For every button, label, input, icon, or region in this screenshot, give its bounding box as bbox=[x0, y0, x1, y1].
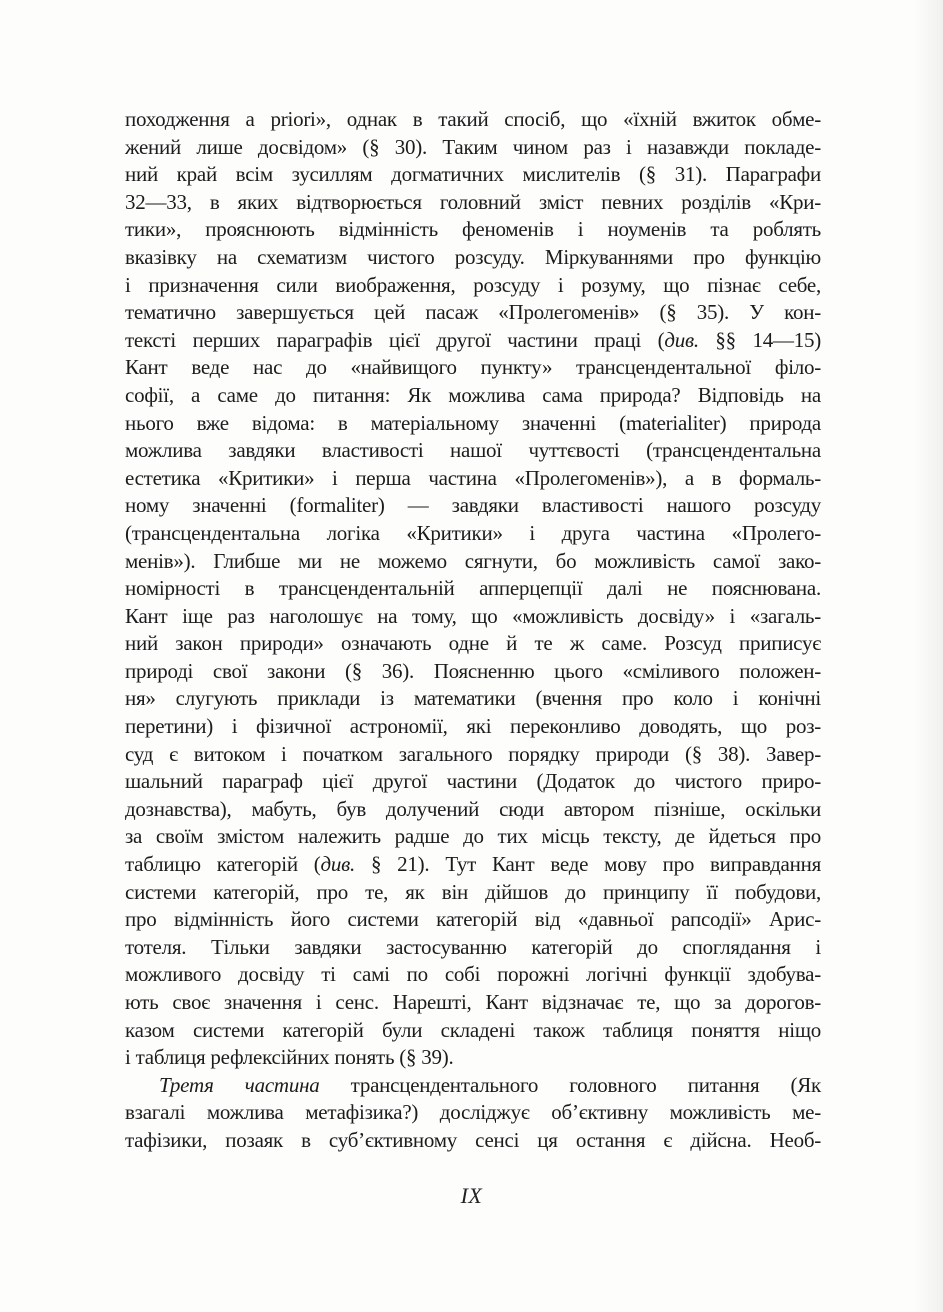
italic-text-segment: Третя частина bbox=[159, 1072, 320, 1097]
text-segment: Кант іще раз наголошує на тому, що «можливість досвіду» і «загаль- bbox=[125, 603, 821, 628]
text-line bbox=[125, 134, 821, 162]
text-segment: взагалі можлива метафізика?) досліджує об’єктивну можливість ме- bbox=[125, 1100, 821, 1125]
text-segment: нього вже відома: в матеріальному значенні (materialiter) природа bbox=[125, 410, 821, 435]
text-line bbox=[125, 161, 821, 189]
text-segment: тотеля. Тільки завдяки застосуванню категорій до споглядання і bbox=[125, 934, 821, 959]
text-segment: Кант веде нас до «найвищого пункту» трансцендентальної філо- bbox=[125, 355, 821, 380]
text-line bbox=[125, 603, 821, 631]
text-segment: шальний параграф цієї другої частини (Додаток до чистого приро- bbox=[125, 769, 821, 794]
text-segment: ня» слугують приклади із математики (вчення про коло і конічні bbox=[125, 686, 821, 711]
text-segment: жений лише досвідом» (§ 30). Таким чином раз і назавжди покладе- bbox=[125, 134, 821, 159]
text-line bbox=[125, 879, 821, 907]
text-line bbox=[125, 796, 821, 824]
text-line bbox=[125, 1099, 821, 1127]
text-line bbox=[125, 741, 821, 769]
text-segment: про відмінність його системи категорій від «давньої рапсодії» Арис- bbox=[125, 907, 821, 932]
text-line bbox=[125, 823, 821, 851]
text-line bbox=[125, 630, 821, 658]
text-line bbox=[125, 437, 821, 465]
text-line bbox=[125, 465, 821, 493]
text-segment: за своїм змістом належить радше до тих місць тексту, де йдеться про bbox=[125, 824, 821, 849]
text-segment: і таблиця рефлексійних понять (§ 39). bbox=[125, 1045, 454, 1070]
text-line bbox=[125, 272, 821, 300]
text-segment: суд є витоком і початком загального порядку природи (§ 38). Завер- bbox=[125, 741, 821, 766]
text-line bbox=[125, 410, 821, 438]
text-segment: ний закон природи» означають одне й те ж саме. Розсуд приписує bbox=[125, 631, 821, 656]
text-line bbox=[125, 327, 821, 355]
text-segment: перетини) і фізичної астрономії, які переконливо доводять, що роз- bbox=[125, 714, 821, 739]
text-segment: трансцендентального головного питання (Як bbox=[319, 1072, 821, 1097]
text-line bbox=[125, 548, 821, 576]
text-line bbox=[125, 244, 821, 272]
text-line bbox=[125, 1044, 821, 1072]
text-line bbox=[125, 713, 821, 741]
text-segment: § 21). Тут Кант веде мову про виправдання bbox=[355, 852, 821, 877]
body-text-block bbox=[125, 106, 821, 1155]
italic-text-segment: див. bbox=[664, 327, 699, 352]
text-line bbox=[125, 934, 821, 962]
text-line bbox=[125, 189, 821, 217]
text-line bbox=[125, 851, 821, 879]
text-segment: і призначення сили виображення, розсуду і розуму, що пізнає себе, bbox=[125, 272, 821, 297]
text-segment: можлива завдяки властивості нашої чуттєвості (трансцендентальна bbox=[125, 438, 821, 463]
text-line bbox=[125, 685, 821, 713]
text-line bbox=[125, 768, 821, 796]
text-segment: тексті перших параграфів цієї другої частини праці ( bbox=[125, 327, 665, 352]
text-line bbox=[125, 354, 821, 382]
text-segment: §§ 14—15) bbox=[698, 327, 821, 352]
text-line bbox=[125, 575, 821, 603]
text-line bbox=[125, 520, 821, 548]
text-segment: тики», прояснюють відмінність феноменів і ноуменів та роблять bbox=[125, 217, 821, 242]
text-segment: менів»). Глибше ми не можемо сягнути, бо можливість самої зако- bbox=[125, 548, 821, 573]
italic-text-segment: див. bbox=[320, 852, 356, 877]
text-segment: казом системи категорій були складені також таблиця поняття ніщо bbox=[125, 1017, 821, 1042]
text-segment: ному значенні (formaliter) — завдяки властивості нашого розсуду bbox=[125, 493, 821, 518]
text-line bbox=[125, 658, 821, 686]
text-line bbox=[125, 382, 821, 410]
text-segment: тафізики, позаяк в суб’єктивному сенсі ця остання є дійсна. Необ- bbox=[125, 1127, 821, 1152]
text-segment: 32—33, в яких відтворюється головний зміст певних розділів «Кри- bbox=[125, 189, 821, 214]
text-segment: ний край всім зусиллям догматичних мислителів (§ 31). Параграфи bbox=[125, 162, 821, 187]
text-segment: (трансцендентальна логіка «Критики» і друга частина «Пролего- bbox=[125, 520, 821, 545]
text-line bbox=[125, 906, 821, 934]
text-segment: можливого досвіду ті самі по собі порожні логічні функції здобува- bbox=[125, 962, 821, 987]
text-line bbox=[125, 961, 821, 989]
text-segment: дознавства), мабуть, був долучений сюди автором пізніше, оскільки bbox=[125, 796, 821, 821]
text-segment: таблицю категорій ( bbox=[125, 852, 321, 877]
text-segment: софії, а саме до питання: Як можлива сама природа? Відповідь на bbox=[125, 382, 821, 407]
text-line bbox=[125, 1127, 821, 1155]
text-segment: системи категорій, про те, як він дійшов до принципу її побудови, bbox=[125, 879, 821, 904]
text-line bbox=[125, 1017, 821, 1045]
text-line bbox=[125, 492, 821, 520]
text-segment: тематично завершується цей пасаж «Пролегоменів» (§ 35). У кон- bbox=[125, 300, 821, 325]
text-segment: природі свої закони (§ 36). Поясненню цього «сміливого положен- bbox=[125, 658, 821, 683]
page-number: IX bbox=[460, 1183, 483, 1208]
text-line bbox=[125, 216, 821, 244]
text-segment: естетика «Критики» і перша частина «Пролегоменів»), а в формаль- bbox=[125, 465, 821, 490]
text-segment: вказівку на схематизм чистого розсуду. Міркуваннями про функцію bbox=[125, 244, 821, 269]
text-segment: ють своє значення і сенс. Нарешті, Кант відзначає те, що за дорогов- bbox=[125, 990, 821, 1014]
text-line bbox=[125, 106, 821, 134]
text-segment: номірності в трансцендентальній апперцепції далі не пояснювана. bbox=[125, 576, 821, 601]
text-line bbox=[125, 299, 821, 327]
text-line bbox=[125, 989, 821, 1017]
text-line bbox=[125, 1072, 821, 1100]
text-segment: походження a priori», однак в такий спосіб, що «їхній вжиток обме- bbox=[125, 107, 821, 131]
